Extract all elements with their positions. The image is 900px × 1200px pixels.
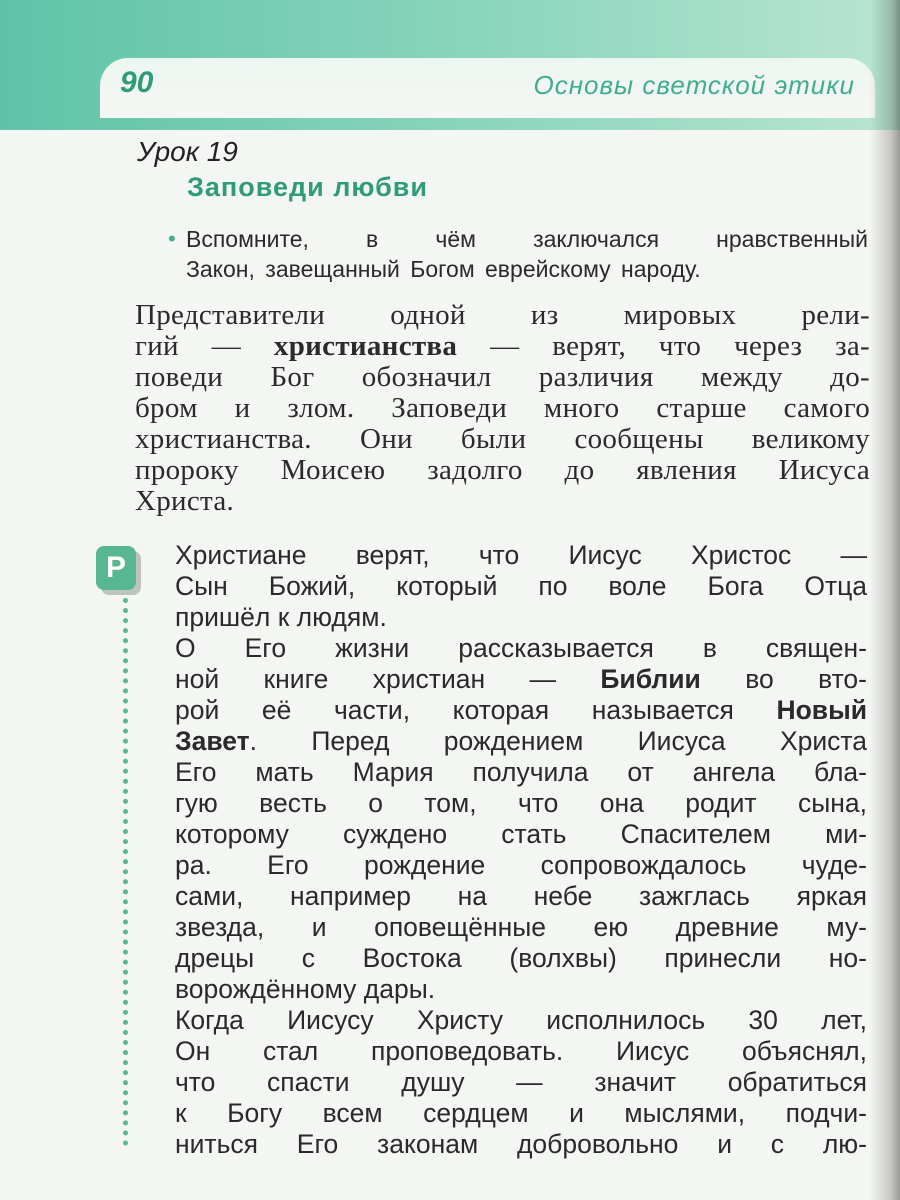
- term-new-testament: Новый: [776, 695, 867, 725]
- intro-line: Представители одной из мировых рели-: [135, 299, 870, 331]
- main-line: которому суждено стать Спасителем ми-: [175, 819, 867, 849]
- main-line: ниться Его законам добровольно и с лю-: [175, 1129, 867, 1159]
- main-line: что спасти душу — значит обратиться: [175, 1067, 867, 1097]
- page-number: 90: [120, 66, 154, 99]
- intro-line: Христа.: [135, 485, 235, 517]
- main-text: во вто-: [700, 664, 867, 694]
- main-line: пришёл к людям.: [175, 602, 387, 632]
- intro-paragraph: [135, 300, 870, 517]
- main-text: . Перед рождением Иисуса Христа: [249, 726, 867, 756]
- intro-line: [135, 331, 870, 362]
- bullet-icon: •: [168, 226, 176, 251]
- main-line: Христиане верят, что Иисус Христос —: [175, 540, 867, 570]
- main-text-block: [175, 540, 867, 1160]
- intro-text: — верят, что через за-: [457, 330, 871, 362]
- main-line: ворождённому дары.: [175, 974, 436, 1004]
- main-line: Его мать Мария получила от ангела бла-: [175, 757, 867, 787]
- review-question: [168, 224, 868, 284]
- dotted-margin-line: [123, 598, 128, 1146]
- main-line: [175, 726, 867, 757]
- main-line: Когда Иисусу Христу исполнилось 30 лет,: [175, 1005, 867, 1035]
- main-line: [175, 695, 867, 726]
- question-line: Закон, завещанный Богом еврейскому народу.: [186, 256, 701, 282]
- intro-text: гий —: [135, 330, 274, 362]
- intro-line: христианства. Они были сообщены великому: [135, 423, 870, 455]
- main-line: [175, 664, 867, 695]
- main-line: гую весть о том, что она родит сына,: [175, 788, 867, 818]
- intro-term-christianity: христианства: [273, 330, 458, 362]
- lesson-title: Заповеди любви: [187, 172, 428, 202]
- main-line: звезда, и оповещённые ею древние му-: [175, 912, 867, 942]
- section-r-badge-icon: Р: [96, 546, 136, 590]
- main-line: сами, например на небе зажглась яркая: [175, 881, 867, 911]
- main-line: О Его жизни рассказывается в священ-: [175, 633, 867, 663]
- main-line: Он стал проповедовать. Иисус объяснял,: [175, 1036, 867, 1066]
- running-title: Основы светской этики: [533, 70, 855, 100]
- lesson-label: Урок 19: [137, 136, 238, 167]
- main-line: Сын Божий, который по воле Бога Отца: [175, 571, 867, 601]
- main-text: ной книге христиан —: [175, 664, 601, 694]
- main-line: дрецы с Востока (волхвы) принесли но-: [175, 943, 867, 973]
- main-line: к Богу всем сердцем и мыслями, подчи-: [175, 1098, 867, 1128]
- question-line: Вспомните, в чём заключался нравственный: [186, 226, 868, 252]
- main-text: рой её части, которая называется: [175, 695, 777, 725]
- intro-line: поведи Бог обозначил различия между до-: [135, 361, 870, 393]
- intro-line: пророку Моисею задолго до явления Иисуса: [135, 454, 870, 486]
- main-line: ра. Его рождение сопровождалось чуде-: [175, 850, 867, 880]
- term-new-testament-cont: Завет: [175, 726, 250, 756]
- page-edge-shadow: [870, 0, 900, 1200]
- intro-line: бром и злом. Заповеди много старше самого: [135, 392, 870, 424]
- term-bible: Библии: [600, 664, 701, 694]
